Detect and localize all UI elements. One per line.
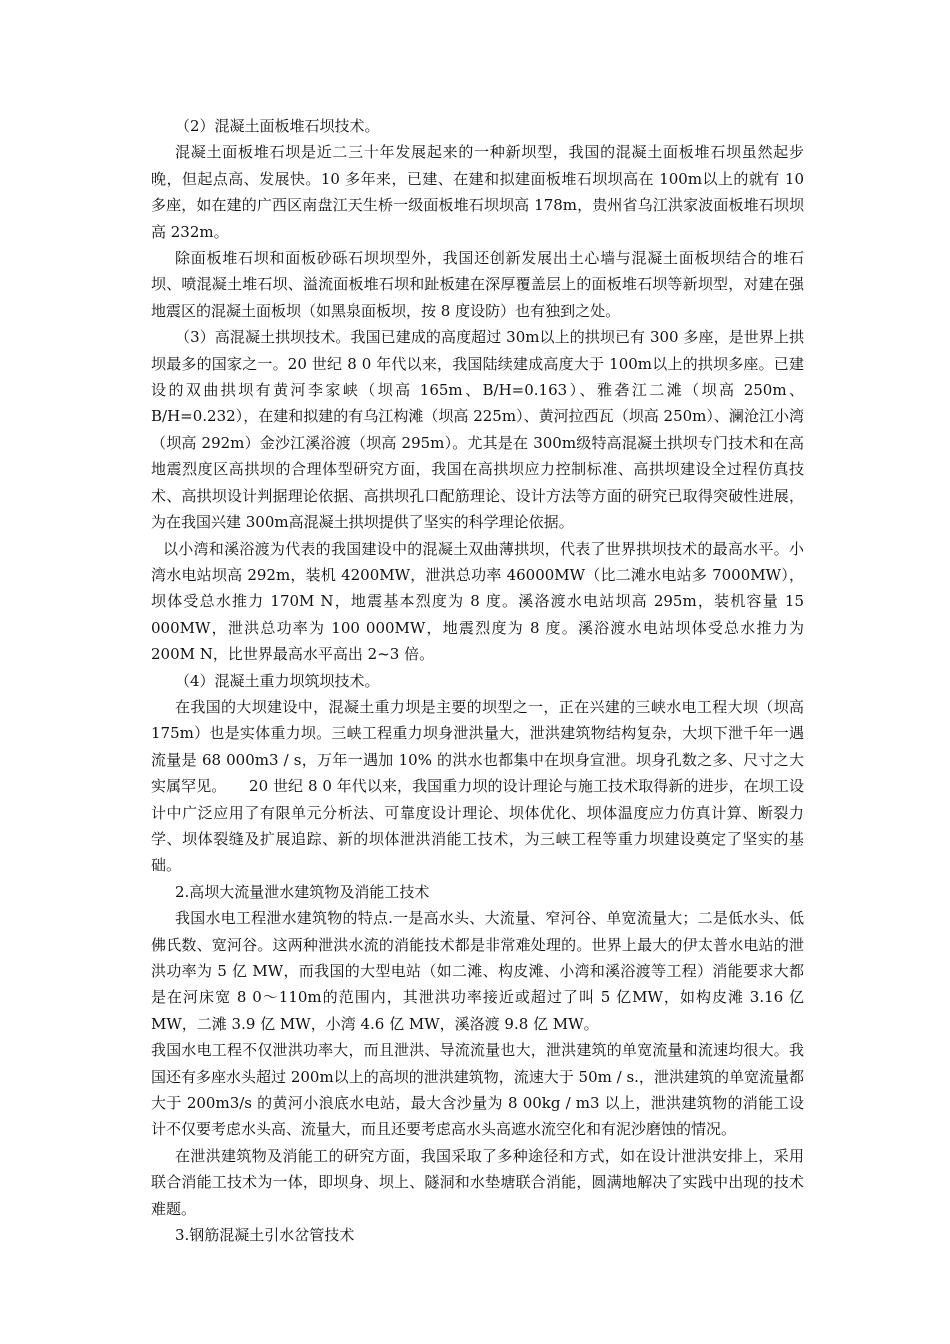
heading-gravity-dam: （4）混凝土重力坝筑坝技术。 (175, 671, 380, 690)
paragraph: 在我国的大坝建设中，混凝土重力坝是主要的坝型之一，正在兴建的三峡水电工程大坝（坝高 175m）也是实体重力坝。三峡工程重力坝身泄洪量大，泄洪建筑物结构复杂，大坝下泄千年一遇流量是 68 000m3 / s，万年一遇加 10% 的洪水也都集中在坝身宣泄。坝身孔数之多、尺寸之大实属罕见。 20 世纪 8 0 年代以来，我国重力坝的设计理论与施工技术取得新的进步，在坝工设计中广泛应用了有限单元分析法、可靠度设计理论、坝体优化、坝体温度应力仿真计算、断裂力学、坝体裂缝及扩展追踪、新的坝体泄洪消能工技术，为三峡工程等重力坝建设奠定了坚实的基础。 (151, 697, 804, 875)
paragraph: （3）高混凝土拱坝技术。我国已建成的高度超过 30m以上的拱坝已有 300 多座，是世界上拱坝最多的国家之一。20 世纪 8 0 年代以来，我国陆续建成高度大于 100m以上的拱坝多座。已建设的双曲拱坝有黄河李家峡（坝高 165m、B/H=0.163）、雅砻江二滩（坝高 250m、B/H=0.232），在建和拟建的有乌江构滩（坝高 225m）、黄河拉西瓦（坝高 250m）、澜沧江小湾（坝高 292m）金沙江溪浴渡（坝高 295m）。尤其是在 300m级特高混凝土拱坝专门技术和在高地震烈度区高拱坝的合理体型研究方面，我国在高拱坝应力控制标准、高拱坝建设全过程仿真技术、高拱坝设计判据理论依据、高拱坝孔口配筋理论、设计方法等方面的研究已取得突破性进展，为在我国兴建 300m高混凝土拱坝提供了坚实的科学理论依据。 (151, 328, 804, 532)
section-heading-3: 3.钢筋混凝土引水岔管技术 (175, 1226, 355, 1245)
document-body (151, 113, 804, 1248)
paragraph: 我国水电工程泄水建筑物的特点.一是高水头、大流量、窄河谷、单宽流量大；二是低水头、低佛氏数、宽河谷。这两种泄洪水流的消能技术都是非常难处理的。世界上最大的伊太普水电站的泄洪功率为 5 亿 MW，而我国的大型电站（如二滩、构皮滩、小湾和溪浴渡等工程）消能要求大都是在河床宽 8 0～110m的范围内，其泄洪功率接近或超过了叫 5 亿MW，如构皮滩 3.16 亿 MW，二滩 3.9 亿 MW，小湾 4.6 亿 MW，溪洛渡 9.8 亿 MW。 (151, 909, 804, 1033)
paragraph: 在泄洪建筑物及消能工的研究方面，我国采取了多种途径和方式，如在设计泄洪安排上，采用联合消能工技术为一体，即坝身、坝上、隧洞和水垫塘联合消能，圆满地解决了实践中出现的技术难题。 (151, 1146, 804, 1218)
paragraph: 混凝土面板堆石坝是近二三十年发展起来的一种新坝型，我国的混凝土面板堆石坝虽然起步晚，但起点高、发展快。10 多年来，已建、在建和拟建面板堆石坝坝高在 100m以上的就有 10 多座，如在建的广西区南盘江天生桥一级面板堆石坝坝高 178m，贵州省乌江洪家波面板堆石坝坝高 232m。 (151, 143, 804, 241)
paragraph: 除面板堆石坝和面板砂砾石坝坝型外，我国还创新发展出土心墙与混凝土面板坝结合的堆石坝、喷混凝土堆石坝、溢流面板堆石坝和趾板建在深厚覆盖层上的面板堆石坝等新坝型，对建在强地震区的混凝土面板坝（如黑泉面板坝，按 8 度设防）也有独到之处。 (151, 249, 804, 320)
section-heading-2: 2.高坝大流量泄水建筑物及消能工技术 (175, 882, 430, 901)
paragraph: 我国水电工程不仅泄洪功率大，而且泄洪、导流流量也大，泄洪建筑的单宽流量和流速均很大。我国还有多座水头超过 200m以上的高坝的泄洪建筑物，流速大于 50m / s.，泄洪建筑的单宽流量都大于 200m3/s 的黄河小浪底水电站，最大含沙量为 8 00kg / m3 以上，泄洪建筑物的消能工设计不仅要考虑水头高、流量大，而且还要考虑高水头高遮水流空化和有泥沙磨蚀的情况。 (151, 1041, 804, 1139)
heading-face-slab-dam: （2）混凝土面板堆石坝技术。 (175, 117, 380, 135)
paragraph: 以小湾和溪浴渡为代表的我国建设中的混凝土双曲薄拱坝，代表了世界拱坝技术的最高水平。小湾水电站坝高 292m，装机 4200MW，泄洪总功率 46000MW（比二滩水电站多 7000MW），坝体受总水推力 170M N，地震基本烈度为 8 度。溪洛渡水电站坝高 295m，装机容量 15 000MW，泄洪总功率为 100 000MW，地震烈度为 8 度。溪浴渡水电站坝体受总水推力为 200M N，比世界最高水平高出 2~3 倍。 (151, 539, 804, 664)
